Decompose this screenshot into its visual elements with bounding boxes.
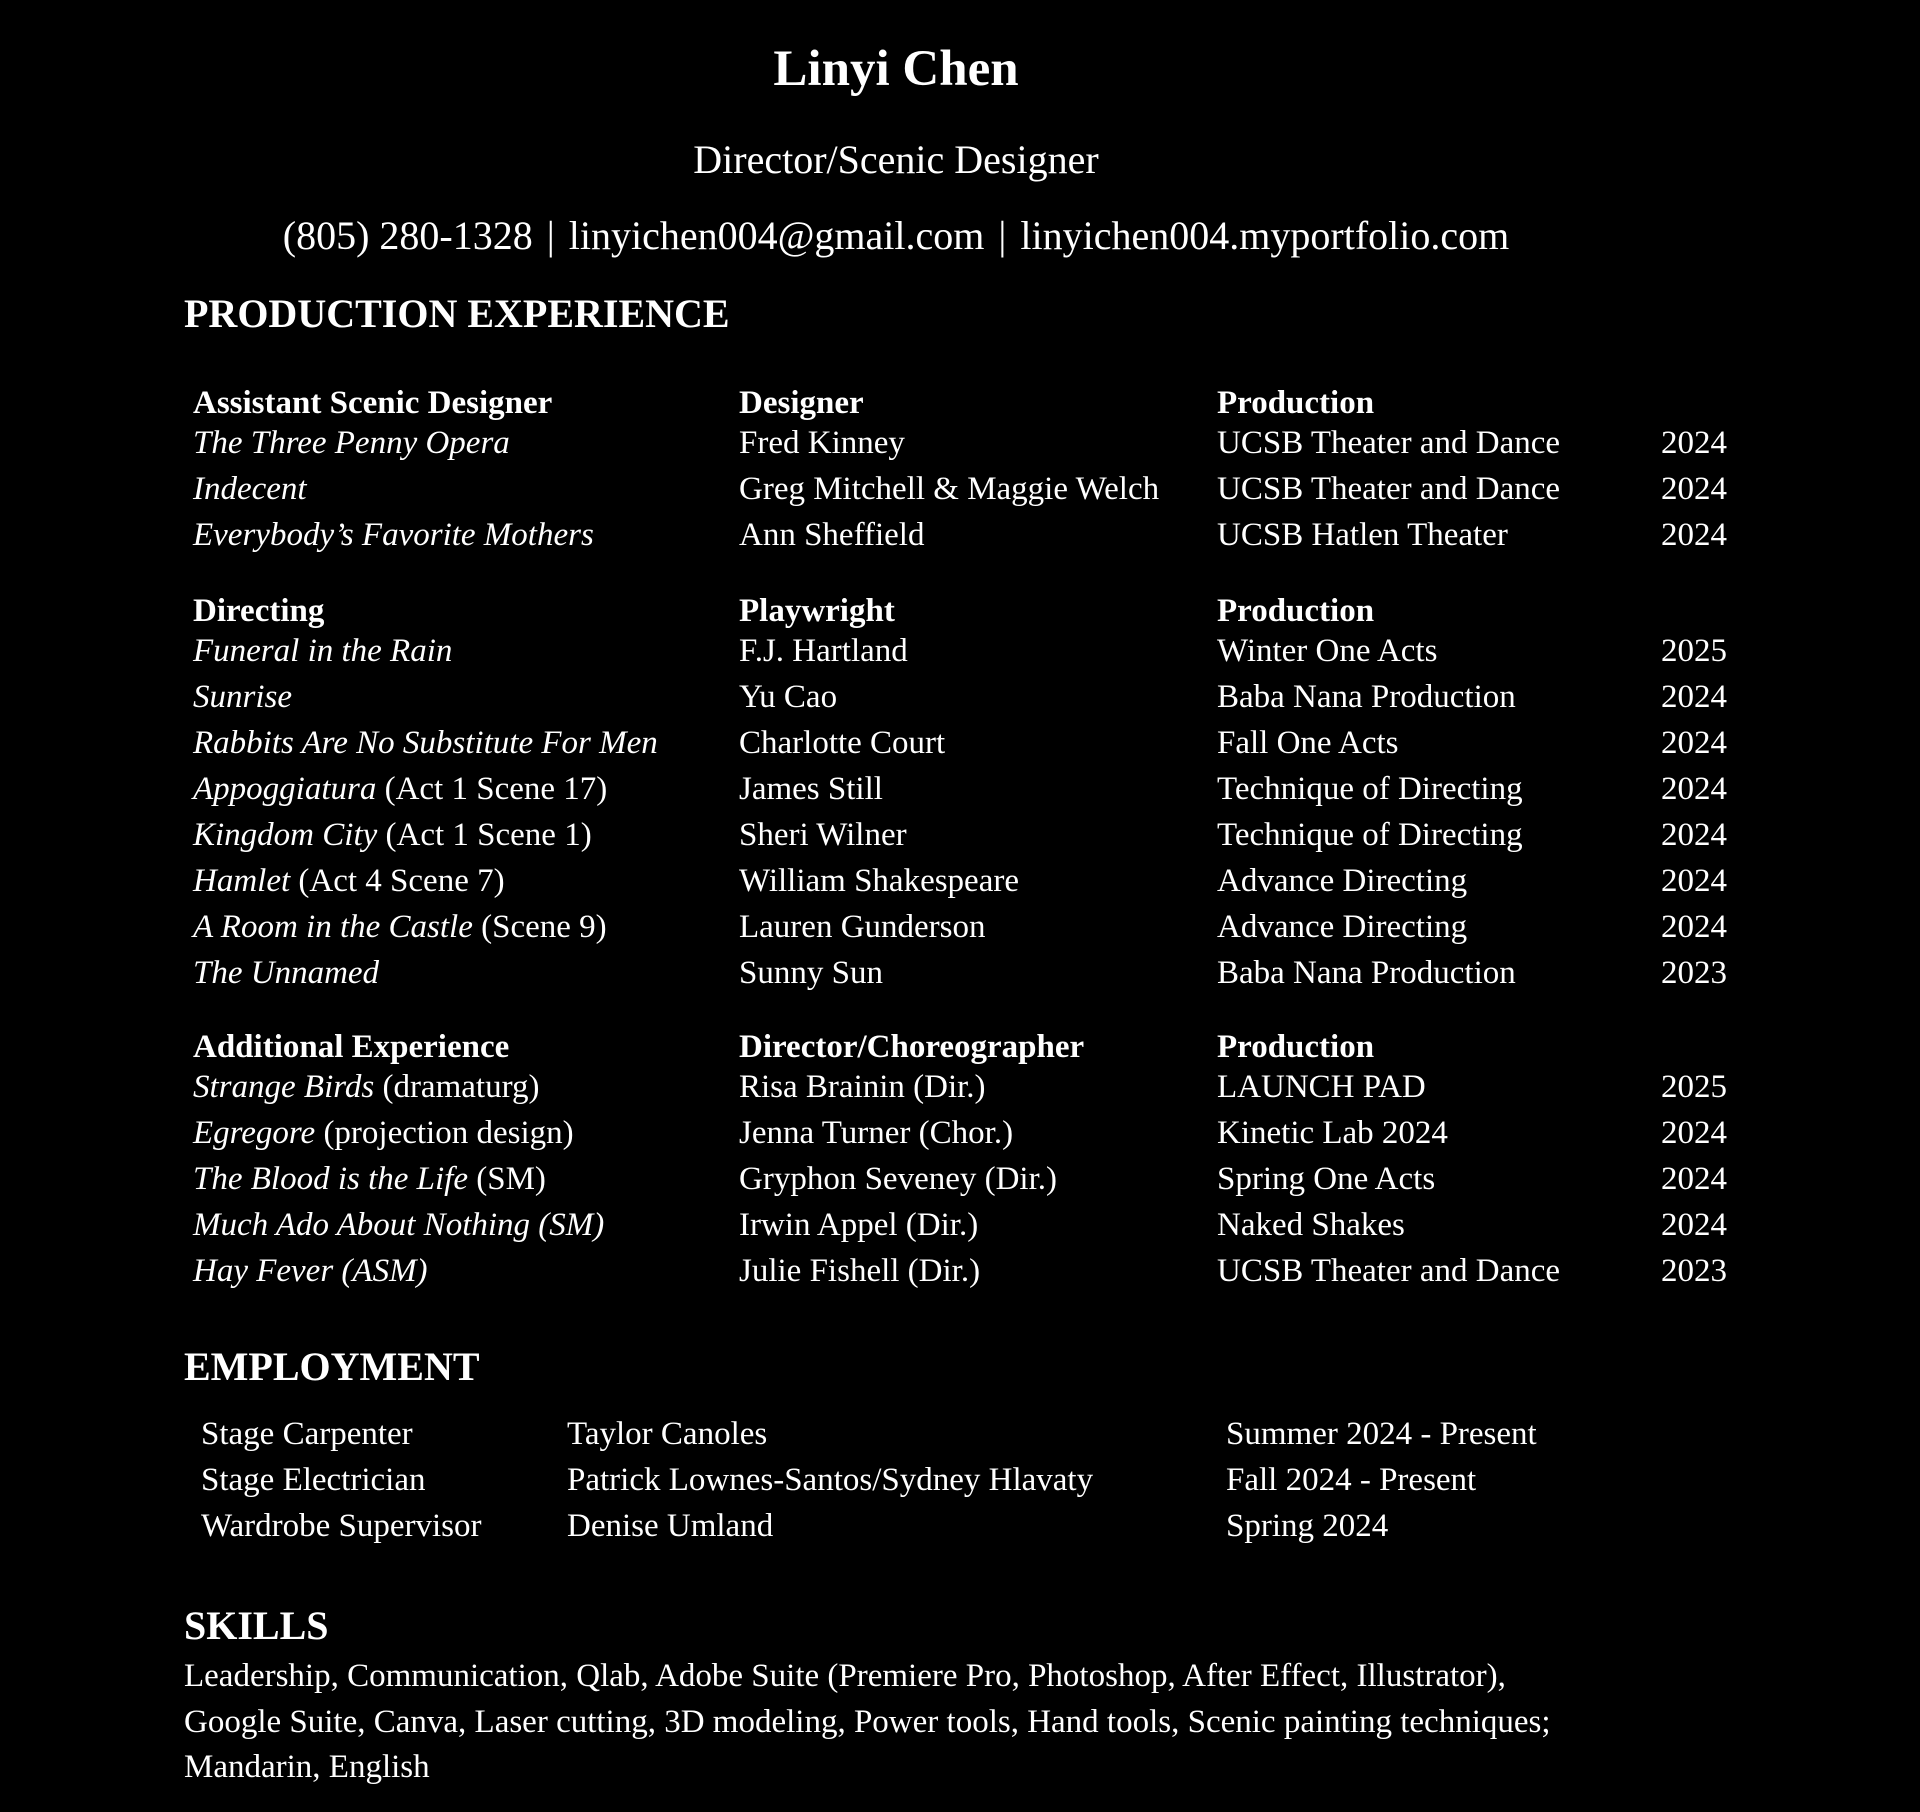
work-title-cell [193,421,510,465]
column-header: Designer [739,385,864,421]
work-title: Much Ado About Nothing (SM) [193,1207,605,1243]
work-title: Egregore [193,1115,316,1151]
table-row [0,1249,1920,1293]
column-header: Production [1217,385,1375,421]
collaborator: Ann Sheffield [739,517,925,553]
resume-role: Director/Scenic Designer [693,137,1099,182]
year: 2024 [1661,725,1727,761]
job-role: Stage Carpenter [201,1416,413,1452]
year: 2024 [1661,517,1727,553]
work-title-cell [193,905,607,949]
production-venue: Technique of Directing [1217,771,1523,807]
production-venue: Advance Directing [1217,909,1468,945]
work-title-cell [193,951,379,995]
work-title-cell [193,721,658,765]
work-title-cell [193,859,505,903]
collaborator: F.J. Hartland [739,633,908,669]
year: 2024 [1661,425,1727,461]
employment-row [0,1458,1920,1502]
work-title: Indecent [193,471,307,507]
job-supervisor: Denise Umland [567,1508,774,1544]
table-row [0,951,1920,995]
work-role-note: (Act 1 Scene 17) [376,771,608,807]
work-title-cell [193,1249,428,1293]
collaborator: Jenna Turner (Chor.) [739,1115,1014,1151]
table-row [0,513,1920,557]
production-venue: Spring One Acts [1217,1161,1436,1197]
skills-line: Leadership, Communication, Qlab, Adobe Suite (Premiere Pro, Photoshop, After Effect, Illustrator), [184,1658,1506,1694]
year: 2024 [1661,771,1727,807]
table-row [0,767,1920,811]
column-header: Production [1217,1029,1375,1065]
table-header-row [0,589,1920,633]
collaborator: Fred Kinney [739,425,905,461]
column-header: Director/Choreographer [739,1029,1085,1065]
email-address: linyichen004@gmail.com [568,213,985,258]
resume-name: Linyi Chen [773,41,1019,97]
work-title: Everybody’s Favorite Mothers [193,517,594,553]
job-role: Stage Electrician [201,1462,426,1498]
table-row [0,813,1920,857]
production-venue: Kinetic Lab 2024 [1217,1115,1448,1151]
work-role-note: (dramaturg) [374,1069,540,1105]
production-venue: Baba Nana Production [1217,679,1516,715]
job-supervisor: Taylor Canoles [567,1416,768,1452]
portfolio-website: linyichen004.myportfolio.com [1020,213,1510,258]
job-dates: Spring 2024 [1226,1508,1389,1544]
production-venue: Naked Shakes [1217,1207,1405,1243]
work-title: Funeral in the Rain [193,633,453,669]
work-title: The Blood is the Life [193,1161,468,1197]
work-title: Appoggiatura [193,771,377,807]
year: 2024 [1661,679,1727,715]
collaborator: Greg Mitchell & Maggie Welch [739,471,1160,507]
employment-row [0,1504,1920,1548]
work-title: Hamlet [193,863,291,899]
work-title-cell [193,1157,546,1201]
work-title-cell [193,813,592,857]
work-title-cell [193,1111,574,1155]
work-role-note: (Act 1 Scene 1) [377,817,592,853]
production-venue: UCSB Theater and Dance [1217,471,1561,507]
table-header-row [0,381,1920,425]
phone-number: (805) 280-1328 [282,213,533,258]
production-venue: Winter One Acts [1217,633,1438,669]
column-header: Directing [193,593,325,629]
production-venue: Fall One Acts [1217,725,1399,761]
year: 2025 [1661,1069,1727,1105]
work-role-note: (SM) [468,1161,546,1197]
work-title-cell [193,675,292,719]
collaborator: William Shakespeare [739,863,1019,899]
employment-row [0,1412,1920,1456]
production-venue: Advance Directing [1217,863,1468,899]
work-role-note: (Scene 9) [472,909,607,945]
collaborator: Lauren Gunderson [739,909,986,945]
production-venue: UCSB Theater and Dance [1217,1253,1561,1289]
work-role-note: (projection design) [315,1115,574,1151]
production-venue: Technique of Directing [1217,817,1523,853]
table-row [0,467,1920,511]
table-row [0,675,1920,719]
work-title: The Three Penny Opera [193,425,510,461]
column-header: Production [1217,593,1375,629]
collaborator: Risa Brainin (Dir.) [739,1069,986,1105]
column-header: Additional Experience [193,1029,510,1065]
collaborator: Sheri Wilner [739,817,907,853]
table-row [0,629,1920,673]
year: 2024 [1661,817,1727,853]
year: 2024 [1661,1207,1727,1243]
work-title: Kingdom City [193,817,378,853]
work-title-cell [193,1065,539,1109]
work-title: Hay Fever (ASM) [193,1253,428,1289]
column-header: Playwright [739,593,895,629]
collaborator: James Still [739,771,883,807]
collaborator: Charlotte Court [739,725,946,761]
work-title: A Room in the Castle [193,909,473,945]
job-dates: Fall 2024 - Present [1226,1462,1477,1498]
collaborator: Yu Cao [739,679,838,715]
contact-separator: | [546,213,555,258]
work-title-cell [193,1203,604,1247]
production-venue: UCSB Theater and Dance [1217,425,1561,461]
table-row [0,859,1920,903]
section-title-production: PRODUCTION EXPERIENCE [184,291,730,336]
year: 2023 [1661,1253,1727,1289]
work-title-cell [193,513,594,557]
production-venue: UCSB Hatlen Theater [1217,517,1508,553]
contact-line [0,212,1792,259]
work-title: Sunrise [193,679,292,715]
section-title-skills: SKILLS [184,1603,329,1648]
year: 2024 [1661,863,1727,899]
work-role-note: (Act 4 Scene 7) [290,863,505,899]
table-row [0,905,1920,949]
work-title: Strange Birds [193,1069,375,1105]
year: 2024 [1661,471,1727,507]
table-row [0,1111,1920,1155]
year: 2025 [1661,633,1727,669]
year: 2023 [1661,955,1727,991]
table-row [0,421,1920,465]
skills-line: Google Suite, Canva, Laser cutting, 3D modeling, Power tools, Hand tools, Scenic painting techniques; [184,1704,1551,1740]
job-role: Wardrobe Supervisor [201,1508,482,1544]
year: 2024 [1661,909,1727,945]
year: 2024 [1661,1161,1727,1197]
table-header-row [0,1025,1920,1069]
skills-line: Mandarin, English [184,1749,430,1785]
column-header: Assistant Scenic Designer [193,385,553,421]
table-row [0,721,1920,765]
section-title-employment: EMPLOYMENT [184,1344,480,1389]
work-title: Rabbits Are No Substitute For Men [193,725,658,761]
work-title-cell [193,767,607,811]
collaborator: Julie Fishell (Dir.) [739,1253,981,1289]
contact-separator: | [998,213,1007,258]
table-row [0,1203,1920,1247]
table-row [0,1157,1920,1201]
work-title-cell [193,629,452,673]
work-title: The Unnamed [193,955,380,991]
year: 2024 [1661,1115,1727,1151]
collaborator: Sunny Sun [739,955,883,991]
production-venue: LAUNCH PAD [1217,1069,1426,1105]
table-row [0,1065,1920,1109]
job-dates: Summer 2024 - Present [1226,1416,1537,1452]
work-title-cell [193,467,307,511]
collaborator: Irwin Appel (Dir.) [739,1207,979,1243]
collaborator: Gryphon Seveney (Dir.) [739,1161,1058,1197]
job-supervisor: Patrick Lownes-Santos/Sydney Hlavaty [567,1462,1094,1498]
production-venue: Baba Nana Production [1217,955,1516,991]
